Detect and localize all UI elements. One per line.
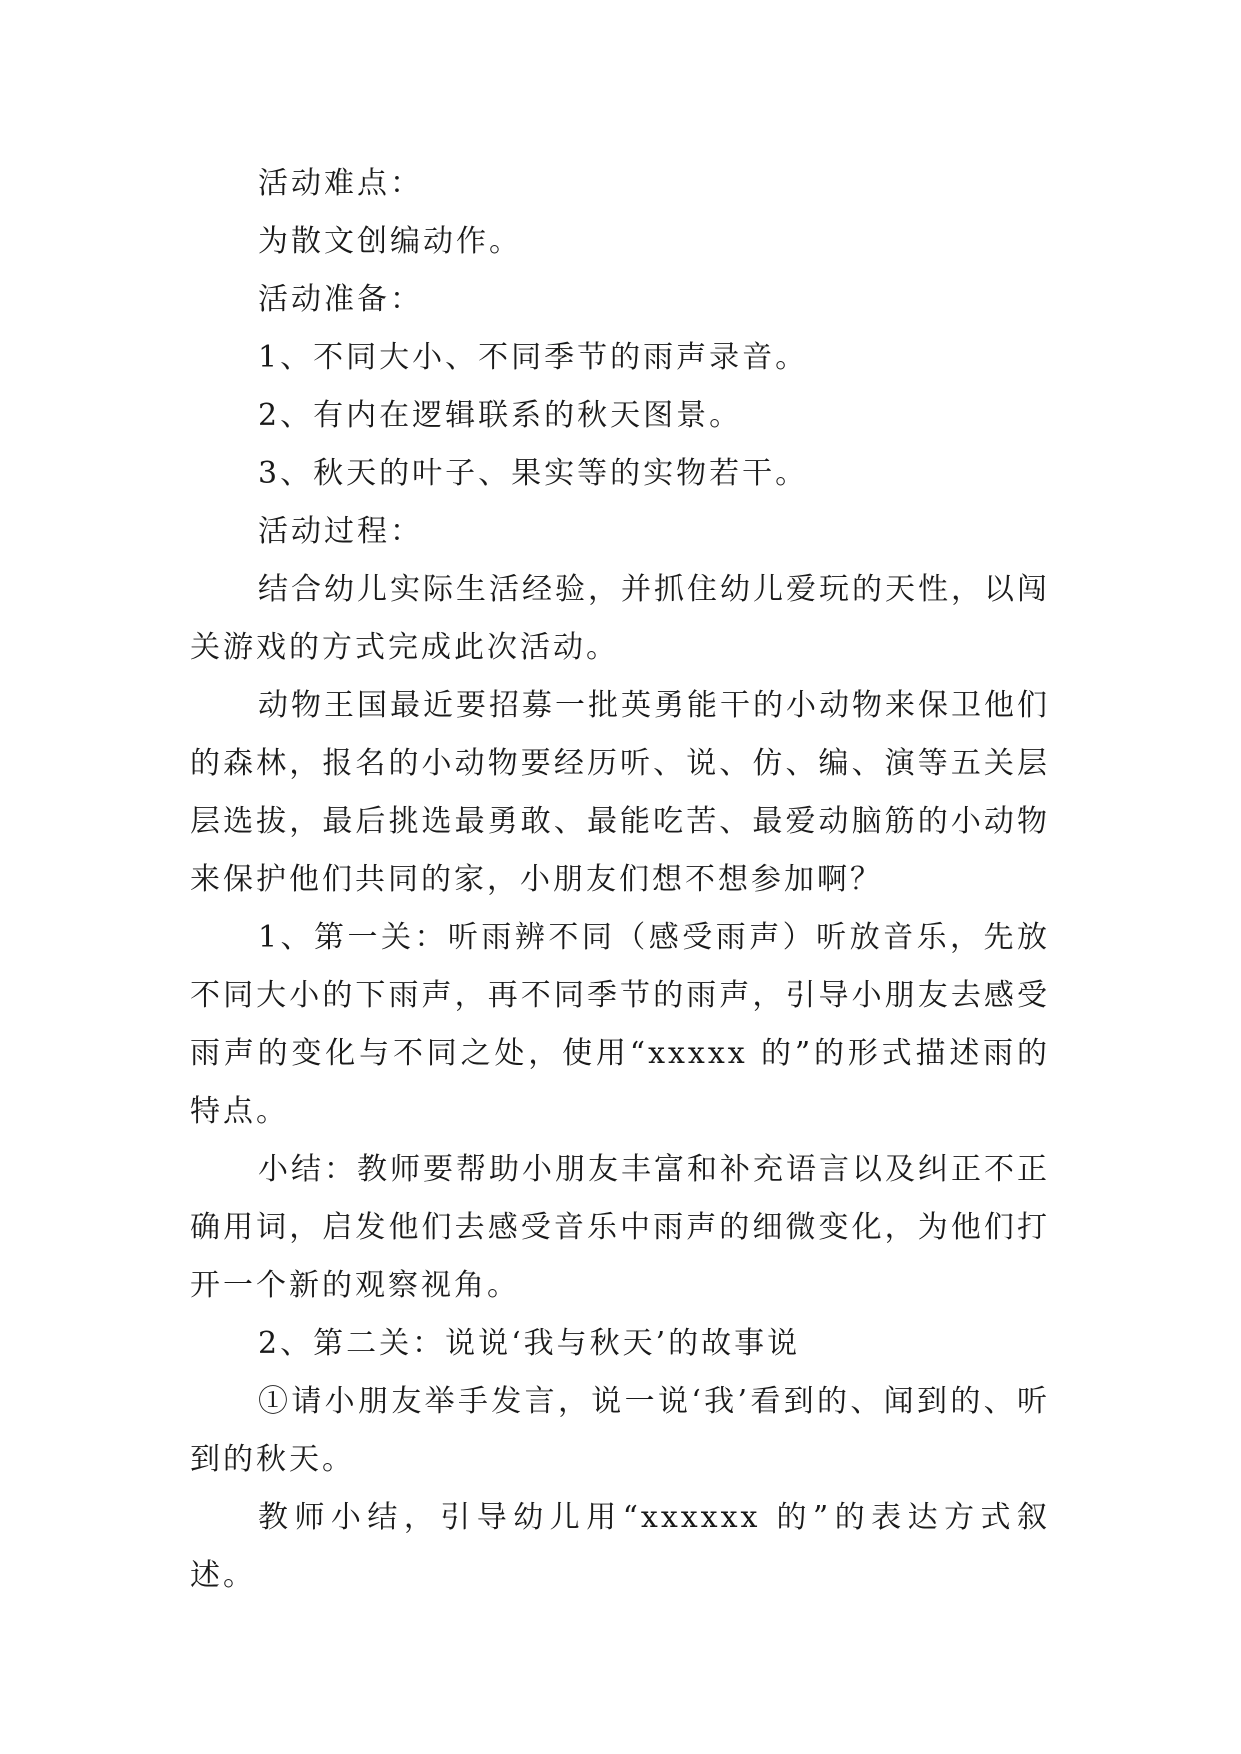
stage-1-description: 1、第一关：听雨辨不同（感受雨声）听放音乐，先放不同大小的下雨声，再不同季节的雨声，引导小朋友去感受雨声的变化与不同之处，使用“xxxxx 的”的形式描述雨的特点。 xyxy=(190,920,1050,1129)
heading-preparation: 活动准备： xyxy=(258,282,423,317)
stage-2-summary: 教师小结，引导幼儿用“xxxxxx 的”的表达方式叙述。 xyxy=(190,1500,1050,1593)
heading-process: 活动过程： xyxy=(258,514,423,549)
preparation-item-1: 1、不同大小、不同季节的雨声录音。 xyxy=(258,340,809,375)
document-body xyxy=(190,155,1050,1605)
stage-2-step-1: ①请小朋友举手发言，说一说‘我’看到的、闻到的、听到的秋天。 xyxy=(190,1384,1050,1477)
difficulty-text: 为散文创编动作。 xyxy=(258,224,522,259)
heading-difficulty: 活动难点： xyxy=(258,166,423,201)
process-story: 动物王国最近要招募一批英勇能干的小动物来保卫他们的森林，报名的小动物要经历听、说、仿、编、演等五关层层选拔，最后挑选最勇敢、最能吃苦、最爱动脑筋的小动物来保护他们共同的家，小朋友们想不想参加啊？ xyxy=(190,688,1050,897)
stage-1-summary: 小结：教师要帮助小朋友丰富和补充语言以及纠正不正确用词，启发他们去感受音乐中雨声的细微变化，为他们打开一个新的观察视角。 xyxy=(190,1152,1050,1303)
process-intro: 结合幼儿实际生活经验，并抓住幼儿爱玩的天性，以闯关游戏的方式完成此次活动。 xyxy=(190,572,1050,665)
preparation-item-3: 3、秋天的叶子、果实等的实物若干。 xyxy=(258,456,809,491)
stage-2-title: 2、第二关：说说‘我与秋天’的故事说 xyxy=(258,1326,801,1361)
preparation-item-2: 2、有内在逻辑联系的秋天图景。 xyxy=(258,398,743,433)
